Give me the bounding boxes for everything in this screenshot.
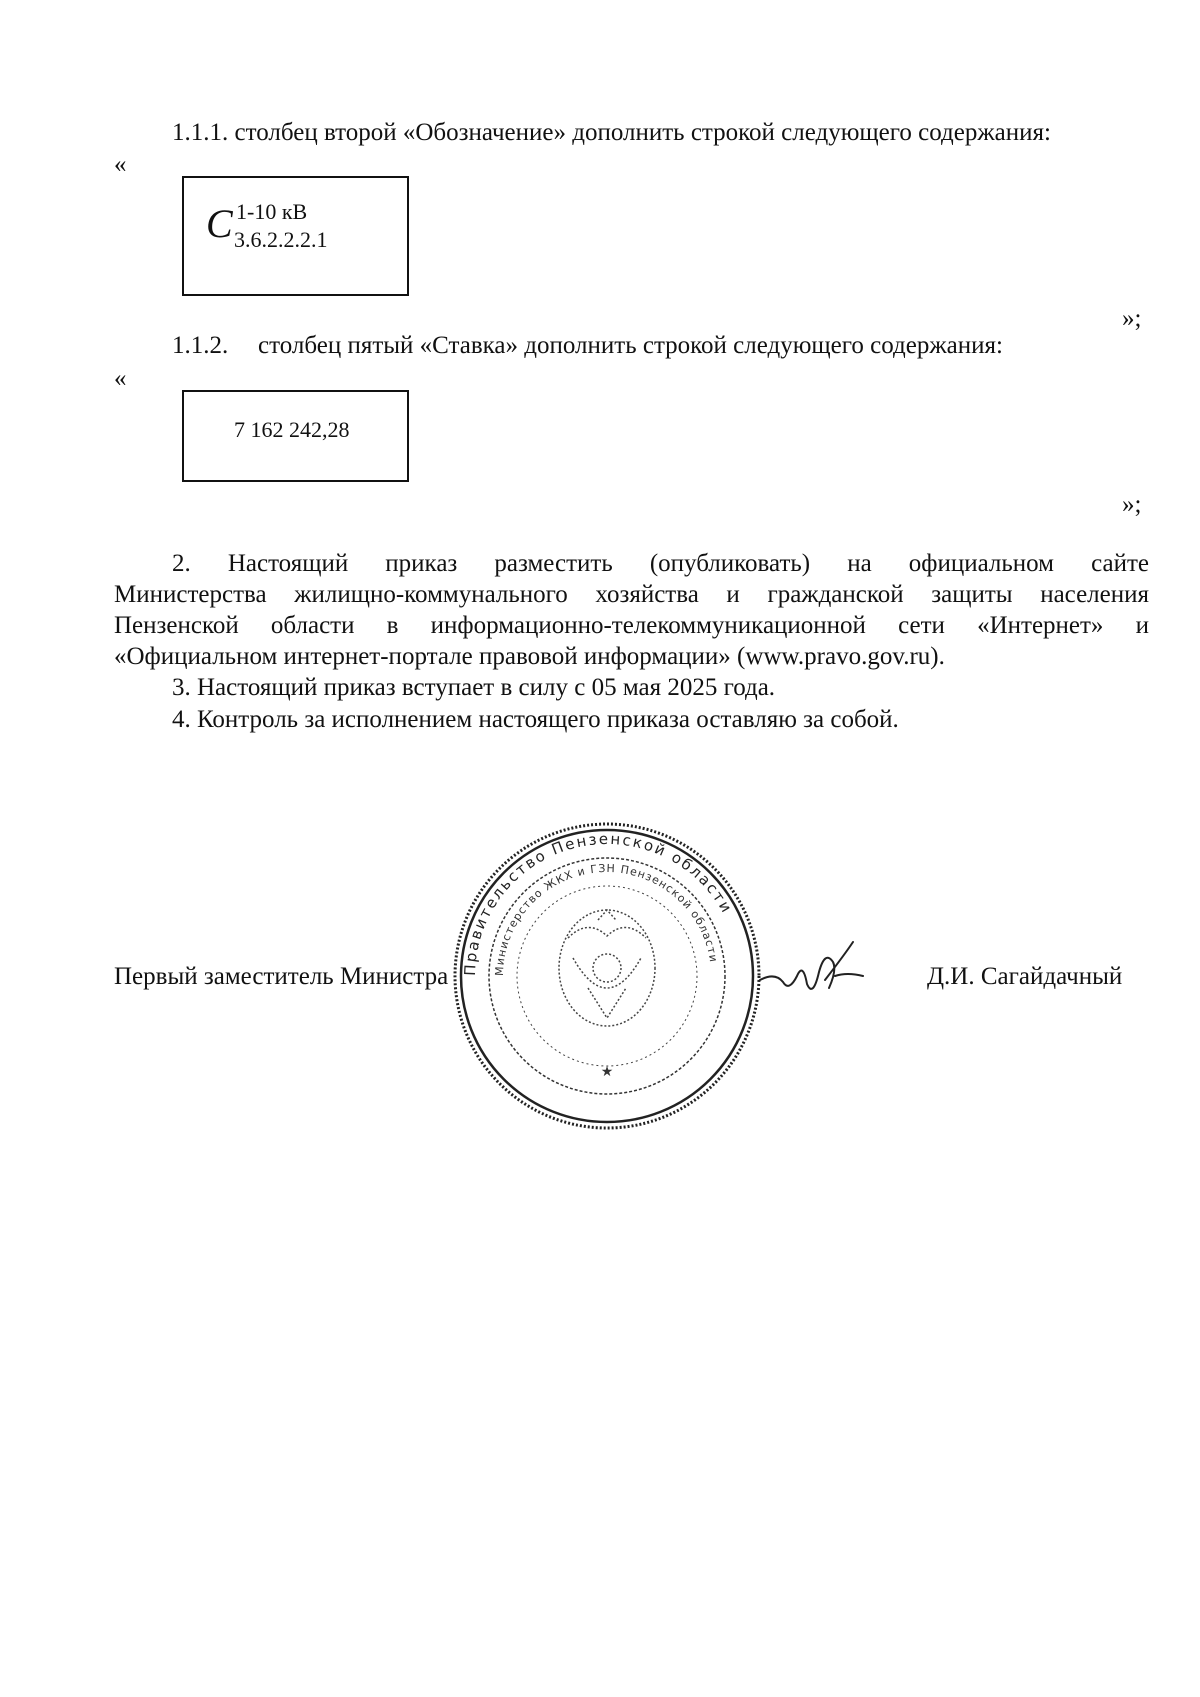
signer-position: Первый заместитель Министра <box>114 963 449 990</box>
item-2-line-1: 2. Настоящий приказ разместить (опубликовать) на официальном сайте <box>172 550 1149 577</box>
item-1-1-2-number: 1.1.2. <box>172 332 229 359</box>
eagle-emblem-icon <box>559 910 655 1026</box>
rate-box <box>182 390 409 482</box>
designation-subscript: 3.6.2.2.2.1 <box>234 227 328 252</box>
item-2-line-3: Пензенской области в информационно-телекоммуникационной сети «Интернет» и <box>114 612 1149 639</box>
item-3: 3. Настоящий приказ вступает в силу с 05 мая 2025 года. <box>172 674 776 701</box>
seal-outer-text: Правительство Пензенской области <box>460 829 737 977</box>
handwritten-signature <box>755 932 885 1012</box>
open-quote-2: « <box>114 365 127 392</box>
signer-name: Д.И. Сагайдачный <box>927 963 1123 990</box>
svg-text:Министерство ЖКХ и ГЗН Пензенс <box>493 862 720 976</box>
seal-graphic <box>448 818 766 1134</box>
seal-inner-text: Министерство ЖКХ и ГЗН Пензенской области <box>492 861 721 977</box>
open-quote-1: « <box>114 151 127 178</box>
item-1-1-1-text: 1.1.1. столбец второй «Обозначение» дополнить строкой следующего содержания: <box>172 119 1051 146</box>
close-quote-2: »; <box>1122 491 1142 518</box>
item-1-1-2-text: столбец пятый «Ставка» дополнить строкой следующего содержания: <box>258 332 1003 359</box>
designation-symbol: C <box>206 201 233 246</box>
item-4: 4. Контроль за исполнением настоящего приказа оставляю за собой. <box>172 706 899 733</box>
designation-superscript: 1-10 кВ <box>236 199 308 224</box>
close-quote-1: »; <box>1122 305 1142 332</box>
item-2-line-4: «Официальном интернет-портале правовой информации» (www.pravo.gov.ru). <box>114 643 945 670</box>
official-seal <box>448 818 766 1134</box>
item-2-line-2: Министерства жилищно-коммунального хозяйства и гражданской защиты населения <box>114 581 1149 608</box>
designation-box <box>182 176 409 296</box>
seal-star-icon: ★ <box>600 1064 614 1080</box>
rate-value: 7 162 242,28 <box>234 417 350 442</box>
